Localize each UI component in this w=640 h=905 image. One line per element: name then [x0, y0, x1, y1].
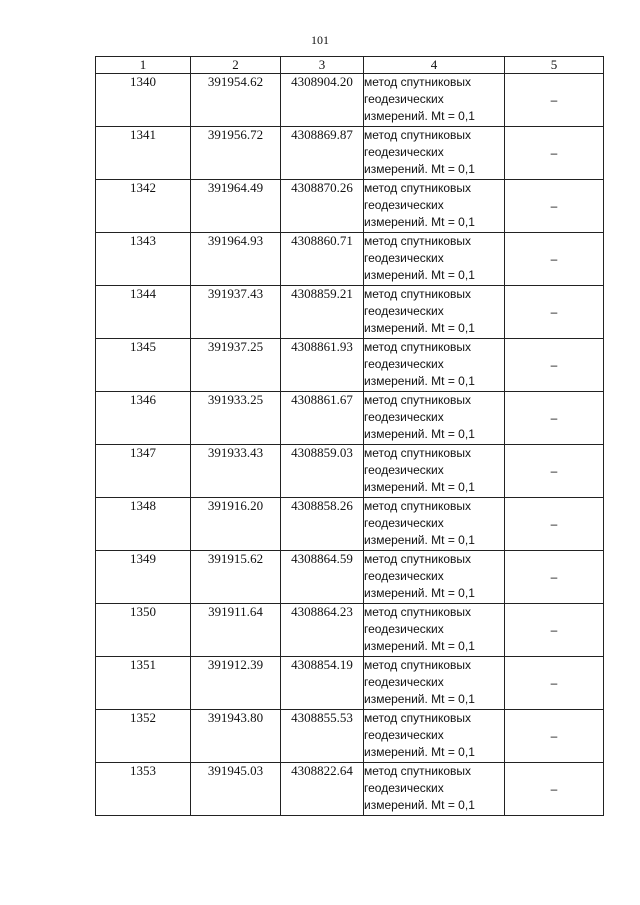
method-cell	[364, 339, 505, 392]
method-cell	[364, 710, 505, 763]
method-line: метод спутниковых	[364, 75, 472, 89]
note-cell	[505, 763, 604, 816]
method-line: геодезических	[364, 516, 444, 530]
x-coordinate-cell: 391964.49	[191, 180, 281, 233]
method-cell	[364, 233, 505, 286]
method-line: метод спутниковых	[364, 393, 472, 407]
method-line: метод спутниковых	[364, 234, 472, 248]
x-coordinate-cell: 391916.20	[191, 498, 281, 551]
table-row	[96, 286, 604, 339]
note-cell	[505, 604, 604, 657]
point-number-cell: 1348	[96, 498, 191, 551]
method-line: геодезических	[364, 781, 444, 795]
method-line: метод спутниковых	[364, 446, 472, 460]
column-header-4: 4	[364, 57, 505, 74]
method-line: метод спутниковых	[364, 340, 472, 354]
note-dash: –	[550, 411, 558, 425]
coordinates-table	[95, 56, 604, 816]
table-row	[96, 604, 604, 657]
note-cell	[505, 127, 604, 180]
method-line: геодезических	[364, 251, 444, 265]
y-coordinate-cell: 4308864.59	[281, 551, 364, 604]
method-line: геодезических	[364, 410, 444, 424]
method-line: измерений. Mt = 0,1	[364, 109, 475, 123]
method-cell	[364, 604, 505, 657]
method-cell	[364, 445, 505, 498]
method-line: геодезических	[364, 569, 444, 583]
x-coordinate-cell: 391915.62	[191, 551, 281, 604]
column-header-2: 2	[191, 57, 281, 74]
note-cell	[505, 445, 604, 498]
method-line: измерений. Mt = 0,1	[364, 586, 475, 600]
method-line: метод спутниковых	[364, 658, 472, 672]
table-row	[96, 392, 604, 445]
method-cell	[364, 74, 505, 127]
x-coordinate-cell: 391912.39	[191, 657, 281, 710]
method-line: метод спутниковых	[364, 499, 472, 513]
method-line: измерений. Mt = 0,1	[364, 215, 475, 229]
method-line: метод спутниковых	[364, 552, 472, 566]
x-coordinate-cell: 391945.03	[191, 763, 281, 816]
method-line: геодезических	[364, 675, 444, 689]
note-dash: –	[550, 93, 558, 107]
point-number-cell: 1341	[96, 127, 191, 180]
note-dash: –	[550, 464, 558, 478]
x-coordinate-cell: 391937.43	[191, 286, 281, 339]
method-line: измерений. Mt = 0,1	[364, 692, 475, 706]
note-dash: –	[550, 729, 558, 743]
method-line: геодезических	[364, 198, 444, 212]
note-cell	[505, 233, 604, 286]
y-coordinate-cell: 4308861.67	[281, 392, 364, 445]
note-cell	[505, 339, 604, 392]
method-line: метод спутниковых	[364, 711, 472, 725]
point-number-cell: 1352	[96, 710, 191, 763]
method-cell	[364, 180, 505, 233]
point-number-cell: 1349	[96, 551, 191, 604]
method-line: измерений. Mt = 0,1	[364, 268, 475, 282]
method-cell	[364, 763, 505, 816]
method-line: измерений. Mt = 0,1	[364, 639, 475, 653]
table-row	[96, 657, 604, 710]
point-number-cell: 1345	[96, 339, 191, 392]
method-line: измерений. Mt = 0,1	[364, 533, 475, 547]
method-line: метод спутниковых	[364, 764, 472, 778]
x-coordinate-cell: 391954.62	[191, 74, 281, 127]
note-dash: –	[550, 146, 558, 160]
method-line: геодезических	[364, 622, 444, 636]
table-row	[96, 127, 604, 180]
y-coordinate-cell: 4308861.93	[281, 339, 364, 392]
point-number-cell: 1347	[96, 445, 191, 498]
method-line: геодезических	[364, 145, 444, 159]
point-number-cell: 1351	[96, 657, 191, 710]
note-dash: –	[550, 199, 558, 213]
method-line: измерений. Mt = 0,1	[364, 745, 475, 759]
column-header-5: 5	[505, 57, 604, 74]
y-coordinate-cell: 4308854.19	[281, 657, 364, 710]
method-line: метод спутниковых	[364, 287, 472, 301]
method-cell	[364, 286, 505, 339]
method-cell	[364, 551, 505, 604]
x-coordinate-cell: 391956.72	[191, 127, 281, 180]
y-coordinate-cell: 4308822.64	[281, 763, 364, 816]
method-cell	[364, 498, 505, 551]
method-line: метод спутниковых	[364, 128, 472, 142]
table-row	[96, 498, 604, 551]
y-coordinate-cell: 4308860.71	[281, 233, 364, 286]
method-line: метод спутниковых	[364, 181, 472, 195]
x-coordinate-cell: 391911.64	[191, 604, 281, 657]
note-dash: –	[550, 517, 558, 531]
point-number-cell: 1343	[96, 233, 191, 286]
point-number-cell: 1342	[96, 180, 191, 233]
x-coordinate-cell: 391943.80	[191, 710, 281, 763]
table-row	[96, 763, 604, 816]
table-row	[96, 551, 604, 604]
y-coordinate-cell: 4308855.53	[281, 710, 364, 763]
note-cell	[505, 657, 604, 710]
method-cell	[364, 657, 505, 710]
method-cell	[364, 127, 505, 180]
method-line: геодезических	[364, 357, 444, 371]
note-cell	[505, 286, 604, 339]
x-coordinate-cell: 391937.25	[191, 339, 281, 392]
method-line: геодезических	[364, 304, 444, 318]
note-dash: –	[550, 623, 558, 637]
table-row	[96, 445, 604, 498]
y-coordinate-cell: 4308864.23	[281, 604, 364, 657]
method-line: измерений. Mt = 0,1	[364, 374, 475, 388]
note-cell	[505, 180, 604, 233]
note-dash: –	[550, 358, 558, 372]
method-line: измерений. Mt = 0,1	[364, 427, 475, 441]
note-dash: –	[550, 676, 558, 690]
method-cell	[364, 392, 505, 445]
y-coordinate-cell: 4308904.20	[281, 74, 364, 127]
note-dash: –	[550, 782, 558, 796]
note-dash: –	[550, 570, 558, 584]
method-line: геодезических	[364, 463, 444, 477]
x-coordinate-cell: 391933.43	[191, 445, 281, 498]
method-line: измерений. Mt = 0,1	[364, 321, 475, 335]
method-line: геодезических	[364, 92, 444, 106]
y-coordinate-cell: 4308870.26	[281, 180, 364, 233]
column-header-3: 3	[281, 57, 364, 74]
note-dash: –	[550, 305, 558, 319]
method-line: измерений. Mt = 0,1	[364, 798, 475, 812]
table-row	[96, 74, 604, 127]
note-cell	[505, 74, 604, 127]
x-coordinate-cell: 391933.25	[191, 392, 281, 445]
column-header-1: 1	[96, 57, 191, 74]
x-coordinate-cell: 391964.93	[191, 233, 281, 286]
note-cell	[505, 498, 604, 551]
point-number-cell: 1340	[96, 74, 191, 127]
note-cell	[505, 710, 604, 763]
method-line: метод спутниковых	[364, 605, 472, 619]
y-coordinate-cell: 4308859.21	[281, 286, 364, 339]
table-row	[96, 233, 604, 286]
table-header-row	[96, 57, 604, 74]
method-line: измерений. Mt = 0,1	[364, 162, 475, 176]
note-dash: –	[550, 252, 558, 266]
y-coordinate-cell: 4308859.03	[281, 445, 364, 498]
y-coordinate-cell: 4308858.26	[281, 498, 364, 551]
note-cell	[505, 392, 604, 445]
point-number-cell: 1346	[96, 392, 191, 445]
method-line: измерений. Mt = 0,1	[364, 480, 475, 494]
point-number-cell: 1353	[96, 763, 191, 816]
method-line: геодезических	[364, 728, 444, 742]
note-cell	[505, 551, 604, 604]
y-coordinate-cell: 4308869.87	[281, 127, 364, 180]
table-row	[96, 180, 604, 233]
page-number: 101	[311, 33, 329, 47]
point-number-cell: 1350	[96, 604, 191, 657]
table-row	[96, 710, 604, 763]
point-number-cell: 1344	[96, 286, 191, 339]
table-body	[96, 74, 604, 816]
table-row	[96, 339, 604, 392]
